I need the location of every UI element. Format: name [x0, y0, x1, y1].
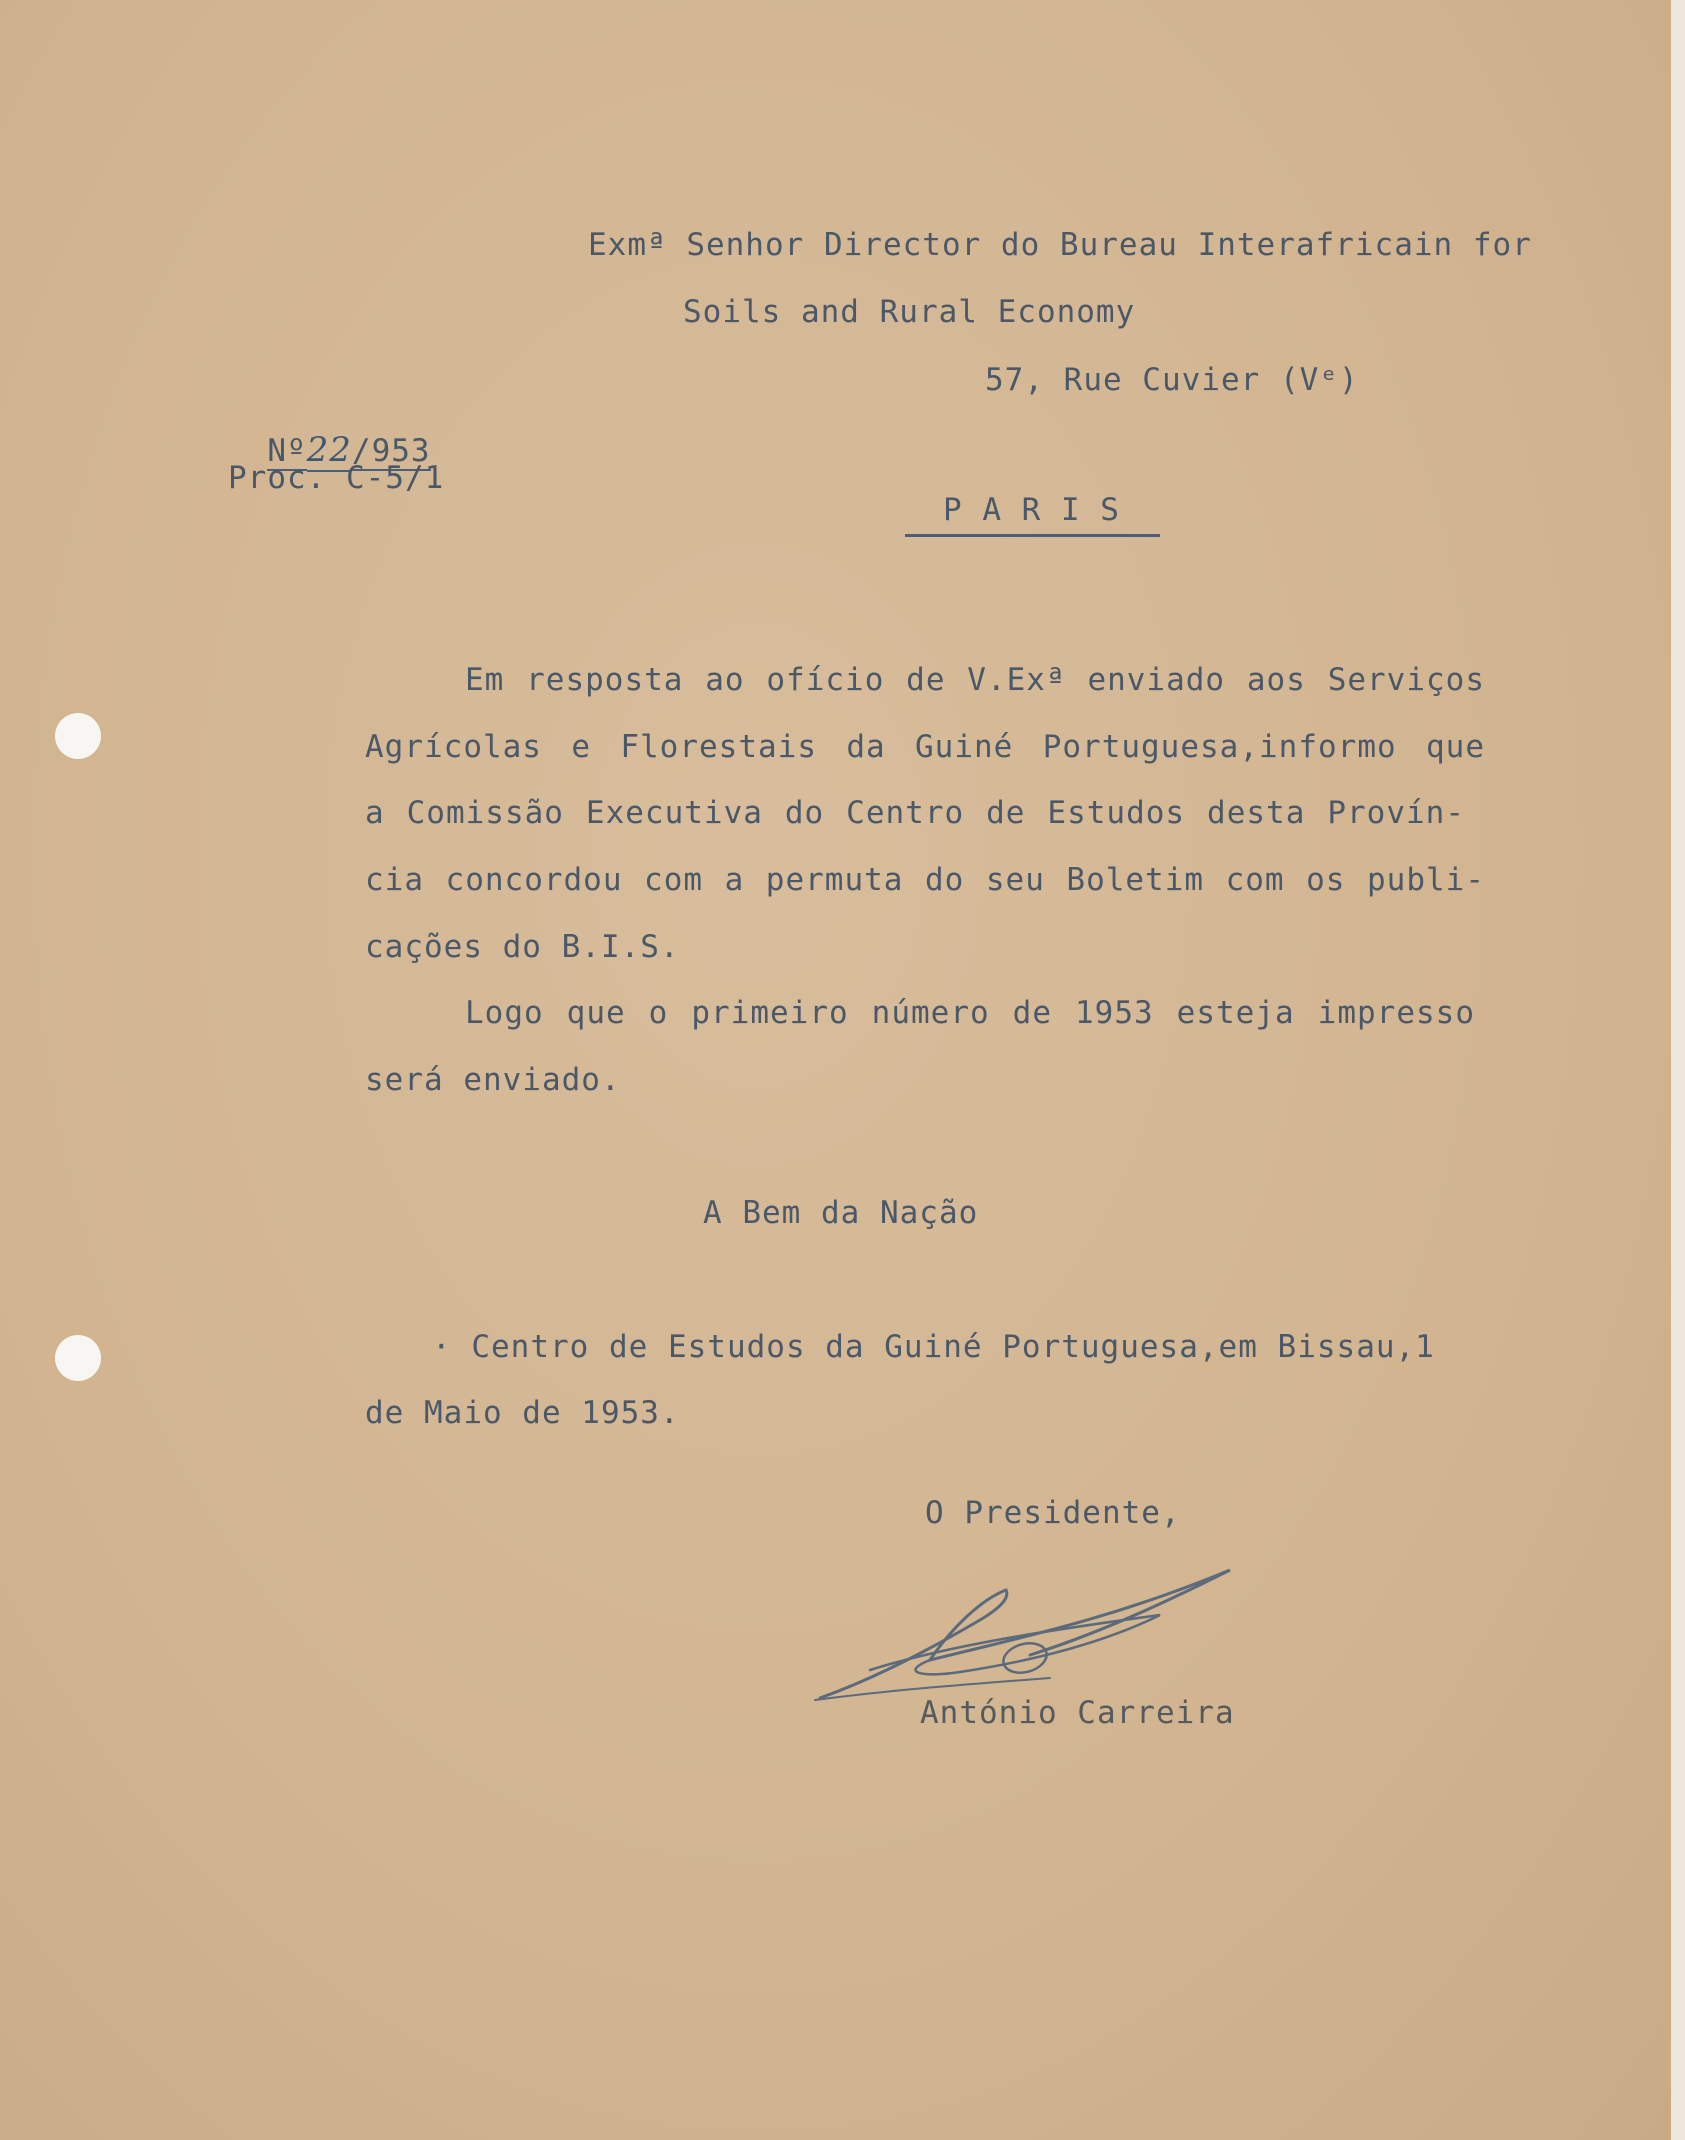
reference-year: /953	[351, 433, 431, 469]
signatory-name: António Carreira	[920, 1695, 1235, 1731]
reference-prefix: Nº	[267, 433, 307, 469]
page-edge	[1671, 0, 1685, 2140]
process-number: Proc. C-5/1	[228, 460, 445, 496]
addressee-line-2: Soils and Rural Economy	[683, 294, 1136, 330]
reference-handwritten-number: 22	[306, 430, 352, 470]
punch-hole	[55, 1335, 101, 1381]
body-line: cia concordou com a permuta do seu Boletim com os publi-	[365, 862, 1485, 898]
addressee-line-1: Exmª Senhor Director do Bureau Interafricain for	[588, 227, 1532, 263]
body-line: será enviado.	[365, 1062, 621, 1098]
closing-salutation: A Bem da Nação	[703, 1195, 979, 1231]
addressee-address: 57, Rue Cuvier (Vᵉ)	[985, 362, 1359, 398]
punch-hole	[55, 713, 101, 759]
signatory-title: O Presidente,	[925, 1495, 1181, 1531]
body-line: Agrícolas e Florestais da Guiné Portuguesa,informo que	[365, 729, 1485, 765]
handwritten-signature	[810, 1560, 1280, 1710]
place-date-line-1: · Centro de Estudos da Guiné Portuguesa,em Bissau,1	[432, 1329, 1435, 1365]
place-date-line-2: de Maio de 1953.	[365, 1395, 680, 1431]
body-line: cações do B.I.S.	[365, 929, 680, 965]
body-line: a Comissão Executiva do Centro de Estudos desta Provín-	[365, 795, 1465, 831]
body-line: Em resposta ao ofício de V.Exª enviado aos Serviços	[465, 662, 1485, 698]
body-line: Logo que o primeiro número de 1953 esteja impresso	[465, 995, 1475, 1031]
addressee-city: P A R I S	[905, 490, 1160, 537]
